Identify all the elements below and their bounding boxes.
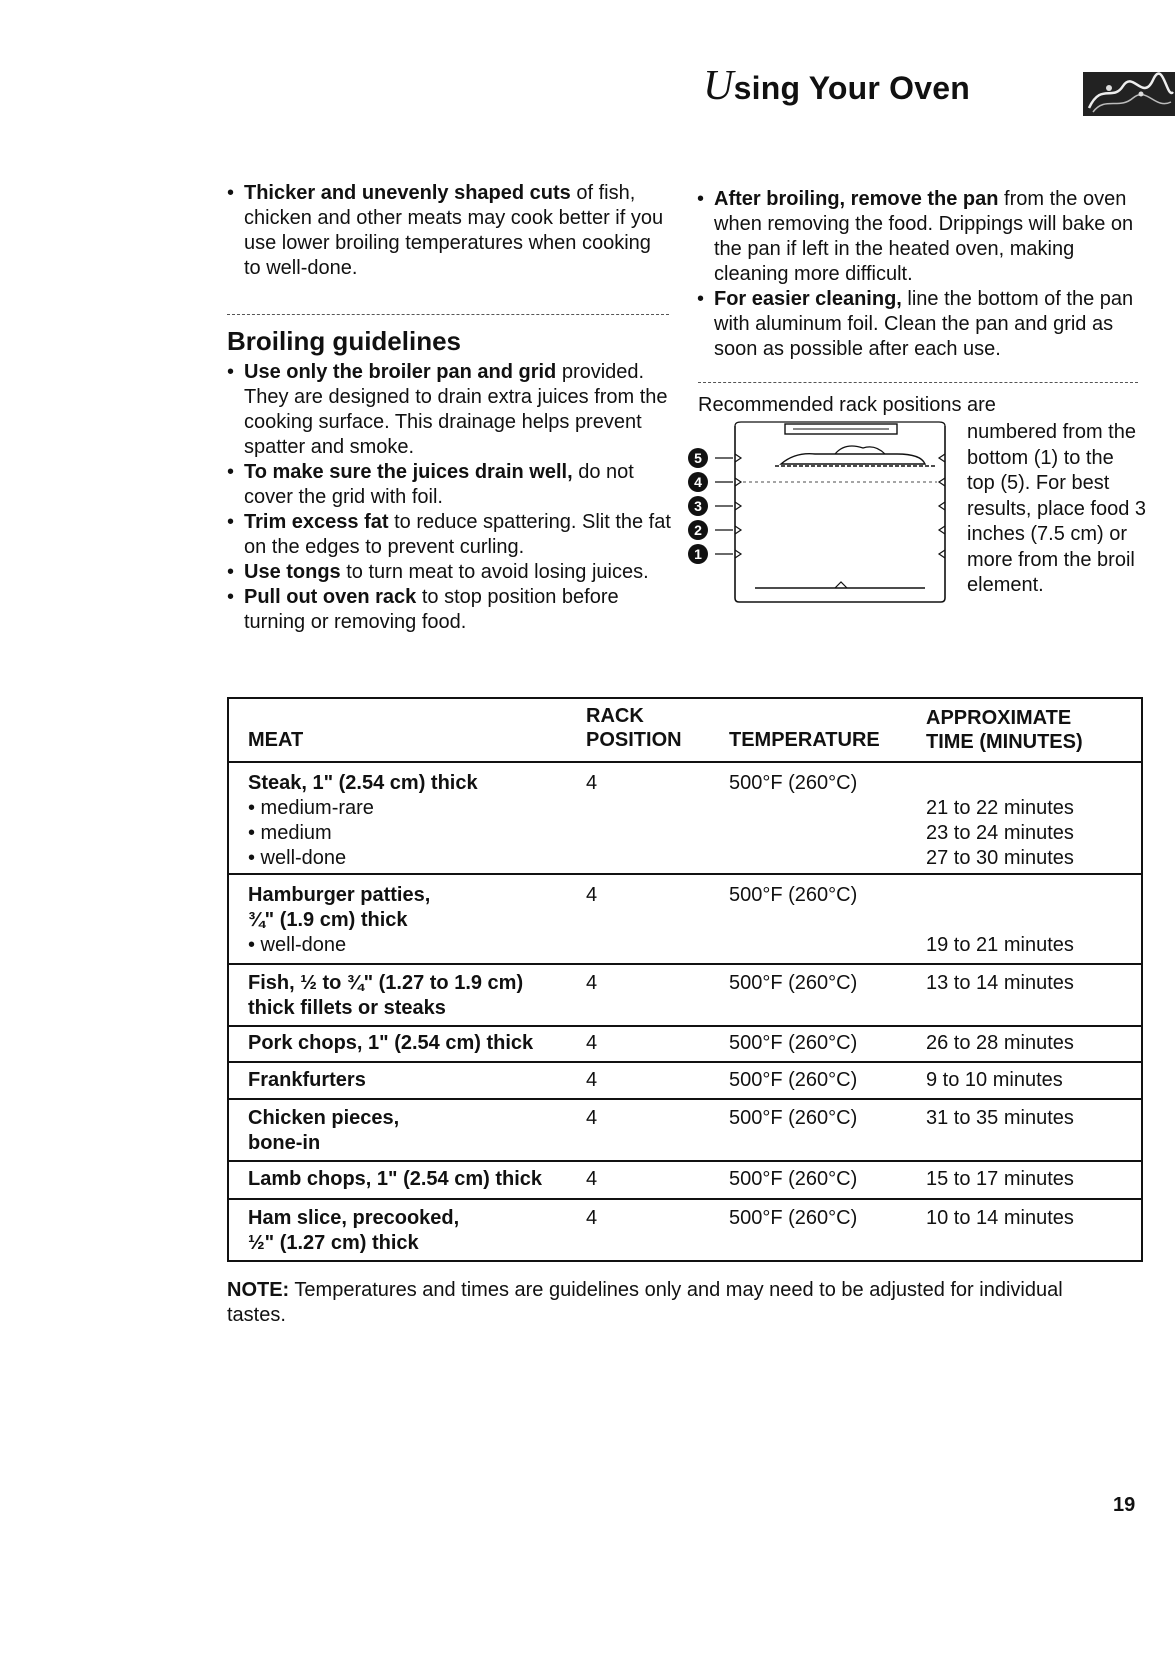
list-item: • Trim excess fat to reduce spattering. Slit the fat on the edges to prevent curling. <box>227 511 671 558</box>
rack-position: 4 <box>586 1107 598 1129</box>
left-intro-section <box>227 181 667 281</box>
bullet-bold-text: After broiling, remove the pan <box>714 188 999 210</box>
table-row <box>229 1162 1141 1200</box>
bullet-text: to turn meat to avoid losing juices. <box>346 561 649 583</box>
list-item: • Thicker and unevenly shaped cuts of fish, chicken and other meats may cook better if you use lower broiling temperatures when cooking to well-done. <box>227 182 664 279</box>
doneness-label: • well-done <box>248 934 347 956</box>
cook-time: 23 to 24 minutes <box>926 822 1074 844</box>
cook-time: 27 to 30 minutes <box>926 847 1074 869</box>
bullet-text: line the bottom of the pan with aluminum foil. Clean the pan and grid as soon as possible after each use. <box>714 288 1134 360</box>
rack-position: 4 <box>586 1168 598 1190</box>
header-temperature: TEMPERATURE <box>729 729 880 751</box>
bullet-text: of fish, chicken and other meats may cook better if you use lower broiling temperatures when cooking to well-done. <box>244 182 664 279</box>
rack-number-4: 4 <box>688 472 708 492</box>
note-text: Temperatures and times are guidelines only and may need to be adjusted for individual tastes. <box>227 1279 1063 1326</box>
rack-position: 4 <box>586 772 598 794</box>
meat-thickness: bone-in <box>248 1132 321 1154</box>
rack-position: 4 <box>586 1032 598 1054</box>
doneness-label: • medium-rare <box>248 797 374 819</box>
doneness-label: • well-done <box>248 847 347 869</box>
temperature: 500°F (260°C) <box>729 1032 858 1054</box>
list-item: • Use tongs to turn meat to avoid losing juices. <box>227 561 649 583</box>
bullet-bold-text: Use tongs <box>244 561 341 583</box>
table-row <box>229 1100 1141 1162</box>
rack-number-5: 5 <box>688 448 708 468</box>
temperature: 500°F (260°C) <box>729 1168 858 1190</box>
doneness-label: • medium <box>248 822 332 844</box>
temperature: 500°F (260°C) <box>729 972 858 994</box>
cook-time: 9 to 10 minutes <box>926 1069 1063 1091</box>
meat-thickness: ¾" (1.9 cm) thick <box>248 909 408 931</box>
rack-position: 4 <box>586 1207 598 1229</box>
bullet-text: from the oven when removing the food. Drippings will bake on the pan if left in the heated oven, making cleaning more difficult. <box>714 188 1134 285</box>
bullet-text: provided. They are designed to drain extra juices from the cooking surface. This drainage helps prevent spatter and smoke. <box>244 361 668 458</box>
rack-positions-description: numbered from the bottom (1) to the top (5). For best results, place food 3 inches (7.5 cm) or more from the broil element. <box>967 421 1146 596</box>
cook-time: 10 to 14 minutes <box>926 1207 1074 1229</box>
header-time-line2: TIME (MINUTES) <box>926 731 1083 753</box>
list-item: • After broiling, remove the pan from the oven when removing the food. Drippings will bake on the pan if left in the heated oven, making cleaning more difficult. <box>697 188 1134 285</box>
table-note <box>227 1278 1127 1328</box>
temperature: 500°F (260°C) <box>729 884 858 906</box>
bullet-bold-text: Pull out oven rack <box>244 586 417 608</box>
list-item: • For easier cleaning, line the bottom of the pan with aluminum foil. Clean the pan and grid as soon as possible after each use. <box>697 288 1134 360</box>
meat-name: Chicken pieces, <box>248 1107 400 1129</box>
header-title-rest: sing Your Oven <box>733 70 970 106</box>
bullet-text: to reduce spattering. Slit the fat on the edges to prevent curling. <box>244 511 671 558</box>
bullet-bold-text: To make sure the juices drain well, <box>244 461 573 483</box>
header-rack-line1: RACK <box>586 705 644 727</box>
cook-time: 19 to 21 minutes <box>926 934 1074 956</box>
bullet-bold-text: Thicker and unevenly shaped cuts <box>244 182 571 204</box>
section-divider <box>227 314 669 315</box>
meat-name: Hamburger patties, <box>248 884 431 906</box>
meat-name: Frankfurters <box>248 1069 366 1091</box>
meat-name: Pork chops, 1" (2.54 cm) thick <box>248 1032 534 1054</box>
cook-time: 31 to 35 minutes <box>926 1107 1074 1129</box>
header-rack-line2: POSITION <box>586 729 682 751</box>
meat-name: Steak, 1" (2.54 cm) thick <box>248 772 478 794</box>
temperature: 500°F (260°C) <box>729 1069 858 1091</box>
broiling-chart-table <box>227 697 1143 1262</box>
bullet-bold-text: Use only the broiler pan and grid <box>244 361 557 383</box>
bullet-text: do not cover the grid with foil. <box>244 461 634 508</box>
page-number: 19 <box>1113 1494 1136 1516</box>
list-item: • To make sure the juices drain well, do not cover the grid with foil. <box>227 461 634 508</box>
note-label: NOTE: <box>227 1279 290 1301</box>
cook-time: 15 to 17 minutes <box>926 1168 1074 1190</box>
cook-time: 26 to 28 minutes <box>926 1032 1074 1054</box>
rack-number-1: 1 <box>688 544 708 564</box>
bullet-text: to stop position before turning or removing food. <box>244 586 619 633</box>
broiling-guidelines-heading: Broiling guidelines <box>227 326 462 356</box>
rack-position: 4 <box>586 884 598 906</box>
rack-number-2: 2 <box>688 520 708 540</box>
table-row <box>229 965 1141 1027</box>
list-item: • Use only the broiler pan and grid provided. They are designed to drain extra juices from the cooking surface. This drainage helps prevent spatter and smoke. <box>227 361 668 458</box>
temperature: 500°F (260°C) <box>729 1107 858 1129</box>
cook-time: 13 to 14 minutes <box>926 972 1074 994</box>
header-time-line1: APPROXIMATE <box>926 707 1072 729</box>
bullet-bold-text: For easier cleaning, <box>714 288 902 310</box>
temperature: 500°F (260°C) <box>729 772 858 794</box>
meat-name: Fish, ½ to ¾" (1.27 to 1.9 cm) <box>248 972 524 994</box>
list-item: • Pull out oven rack to stop position before turning or removing food. <box>227 586 619 633</box>
section-divider <box>698 382 1138 383</box>
temperature: 500°F (260°C) <box>729 1207 858 1229</box>
table-header <box>229 699 1141 763</box>
table-row <box>229 1027 1141 1063</box>
right-bullets-section <box>697 187 1143 362</box>
table-row <box>229 875 1141 965</box>
cook-time: 21 to 22 minutes <box>926 797 1074 819</box>
page-header-title <box>703 62 970 110</box>
oven-rack-diagram <box>685 418 955 608</box>
rack-number-3: 3 <box>688 496 708 516</box>
broiling-guidelines-list <box>227 360 675 635</box>
rack-position: 4 <box>586 1069 598 1091</box>
meat-thickness: ½" (1.27 cm) thick <box>248 1232 419 1254</box>
meat-name: Lamb chops, 1" (2.54 cm) thick <box>248 1168 543 1190</box>
rack-position: 4 <box>586 972 598 994</box>
bullet-bold-text: Trim excess fat <box>244 511 389 533</box>
table-row <box>229 1063 1141 1100</box>
table-row <box>229 1200 1141 1260</box>
header-decorative-image <box>1083 72 1175 116</box>
header-meat: MEAT <box>248 729 304 751</box>
meat-name: Ham slice, precooked, <box>248 1207 460 1229</box>
meat-thickness: thick fillets or steaks <box>248 997 446 1019</box>
table-row <box>229 763 1141 875</box>
rack-positions-intro: Recommended rack positions are <box>698 394 996 416</box>
header-title-initial: U <box>703 63 734 109</box>
